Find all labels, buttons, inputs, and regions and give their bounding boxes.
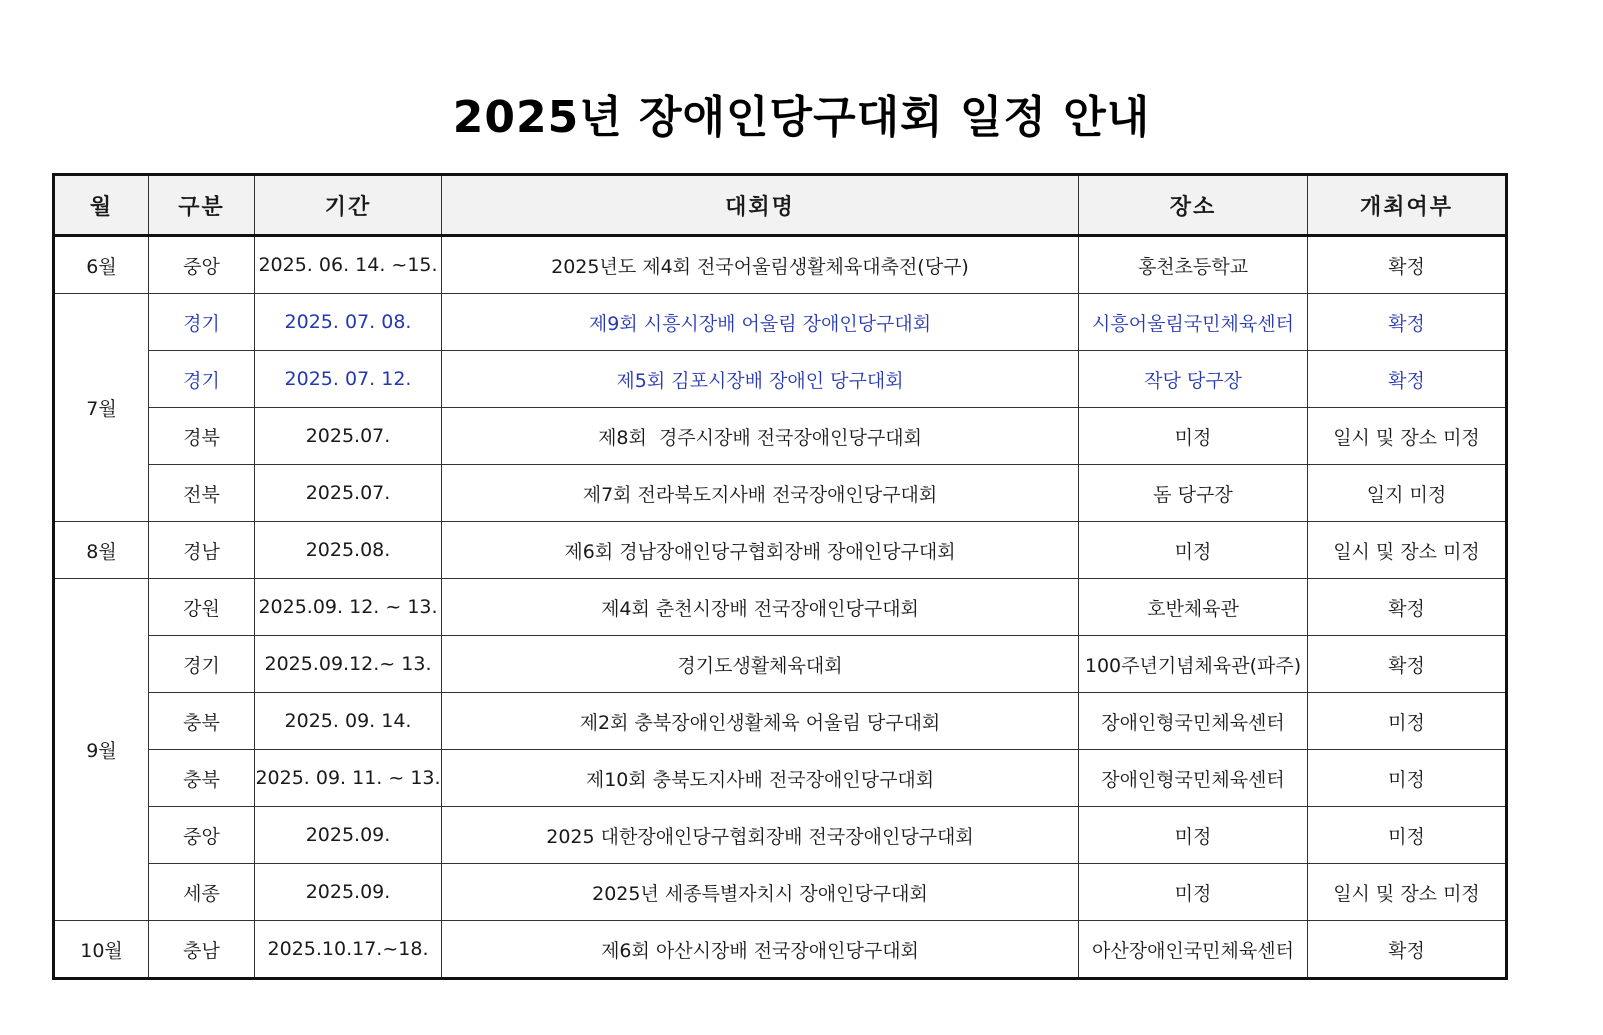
- table-row: [54, 579, 1507, 636]
- venue-cell: 미정: [1079, 864, 1308, 921]
- table-row: [54, 351, 1507, 408]
- venue-cell: 돔 당구장: [1079, 465, 1308, 522]
- venue-cell: 홍천초등학교: [1079, 236, 1308, 294]
- name-cell: 제4회 춘천시장배 전국장애인당구대회: [442, 579, 1079, 636]
- table-row: [54, 465, 1507, 522]
- month-cell: 7월: [54, 294, 149, 522]
- table-row: [54, 522, 1507, 579]
- status-cell: 확정: [1308, 236, 1507, 294]
- schedule-table: [52, 173, 1508, 980]
- category-cell: 강원: [149, 579, 255, 636]
- venue-cell: 미정: [1079, 408, 1308, 465]
- status-cell: 일시 및 장소 미정: [1308, 864, 1507, 921]
- column-header-month: 월: [54, 175, 149, 236]
- name-cell: 2025년 세종특별자치시 장애인당구대회: [442, 864, 1079, 921]
- period-cell: 2025.07.: [255, 465, 442, 522]
- name-cell: 경기도생활체육대회: [442, 636, 1079, 693]
- name-cell: 2025년도 제4회 전국어울림생활체육대축전(당구): [442, 236, 1079, 294]
- period-cell: 2025.10.17.~18.: [255, 921, 442, 979]
- name-cell: 제10회 충북도지사배 전국장애인당구대회: [442, 750, 1079, 807]
- table-row: [54, 921, 1507, 979]
- category-cell: 경남: [149, 522, 255, 579]
- status-cell: 미정: [1308, 750, 1507, 807]
- table-row: [54, 294, 1507, 351]
- table-row: [54, 807, 1507, 864]
- category-cell: 경기: [149, 636, 255, 693]
- name-cell: 제9회 시흥시장배 어울림 장애인당구대회: [442, 294, 1079, 351]
- name-cell: 제6회 아산시장배 전국장애인당구대회: [442, 921, 1079, 979]
- period-cell: 2025. 09. 14.: [255, 693, 442, 750]
- column-header-category: 구분: [149, 175, 255, 236]
- table-row: [54, 636, 1507, 693]
- venue-cell: 미정: [1079, 807, 1308, 864]
- name-cell: 제7회 전라북도지사배 전국장애인당구대회: [442, 465, 1079, 522]
- table-row: [54, 864, 1507, 921]
- column-header-status: 개최여부: [1308, 175, 1507, 236]
- venue-cell: 장애인형국민체육센터: [1079, 750, 1308, 807]
- month-cell: 6월: [54, 236, 149, 294]
- category-cell: 중앙: [149, 807, 255, 864]
- month-cell: 9월: [54, 579, 149, 921]
- name-cell: 제6회 경남장애인당구협회장배 장애인당구대회: [442, 522, 1079, 579]
- period-cell: 2025.08.: [255, 522, 442, 579]
- category-cell: 전북: [149, 465, 255, 522]
- status-cell: 일시 및 장소 미정: [1308, 408, 1507, 465]
- venue-cell: 호반체육관: [1079, 579, 1308, 636]
- name-cell: 2025 대한장애인당구협회장배 전국장애인당구대회: [442, 807, 1079, 864]
- name-cell: 제5회 김포시장배 장애인 당구대회: [442, 351, 1079, 408]
- category-cell: 경기: [149, 351, 255, 408]
- period-cell: 2025. 09. 11. ~ 13.: [255, 750, 442, 807]
- status-cell: 일시 및 장소 미정: [1308, 522, 1507, 579]
- venue-cell: 장애인형국민체육센터: [1079, 693, 1308, 750]
- status-cell: 확정: [1308, 351, 1507, 408]
- status-cell: 확정: [1308, 636, 1507, 693]
- period-cell: 2025. 07. 08.: [255, 294, 442, 351]
- table-row: [54, 693, 1507, 750]
- column-header-period: 기간: [255, 175, 442, 236]
- period-cell: 2025. 07. 12.: [255, 351, 442, 408]
- category-cell: 경북: [149, 408, 255, 465]
- table-row: [54, 236, 1507, 294]
- venue-cell: 작당 당구장: [1079, 351, 1308, 408]
- column-header-name: 대회명: [442, 175, 1079, 236]
- status-cell: 확정: [1308, 294, 1507, 351]
- venue-cell: 아산장애인국민체육센터: [1079, 921, 1308, 979]
- category-cell: 충북: [149, 693, 255, 750]
- period-cell: 2025.09. 12. ~ 13.: [255, 579, 442, 636]
- column-header-venue: 장소: [1079, 175, 1308, 236]
- table-header-row: [54, 175, 1507, 236]
- venue-cell: 시흥어울림국민체육센터: [1079, 294, 1308, 351]
- venue-cell: 미정: [1079, 522, 1308, 579]
- period-cell: 2025. 06. 14. ~15.: [255, 236, 442, 294]
- month-cell: 10월: [54, 921, 149, 979]
- category-cell: 충북: [149, 750, 255, 807]
- category-cell: 세종: [149, 864, 255, 921]
- status-cell: 일지 미정: [1308, 465, 1507, 522]
- status-cell: 미정: [1308, 693, 1507, 750]
- table-row: [54, 408, 1507, 465]
- month-cell: 8월: [54, 522, 149, 579]
- period-cell: 2025.09.: [255, 864, 442, 921]
- page-title: 2025년 장애인당구대회 일정 안내: [452, 92, 1151, 143]
- period-cell: 2025.09.: [255, 807, 442, 864]
- venue-cell: 100주년기념체육관(파주): [1079, 636, 1308, 693]
- category-cell: 충남: [149, 921, 255, 979]
- category-cell: 중앙: [149, 236, 255, 294]
- period-cell: 2025.07.: [255, 408, 442, 465]
- status-cell: 확정: [1308, 921, 1507, 979]
- name-cell: 제8회 경주시장배 전국장애인당구대회: [442, 408, 1079, 465]
- category-cell: 경기: [149, 294, 255, 351]
- name-cell: 제2회 충북장애인생활체육 어울림 당구대회: [442, 693, 1079, 750]
- status-cell: 확정: [1308, 579, 1507, 636]
- period-cell: 2025.09.12.~ 13.: [255, 636, 442, 693]
- table-row: [54, 750, 1507, 807]
- status-cell: 미정: [1308, 807, 1507, 864]
